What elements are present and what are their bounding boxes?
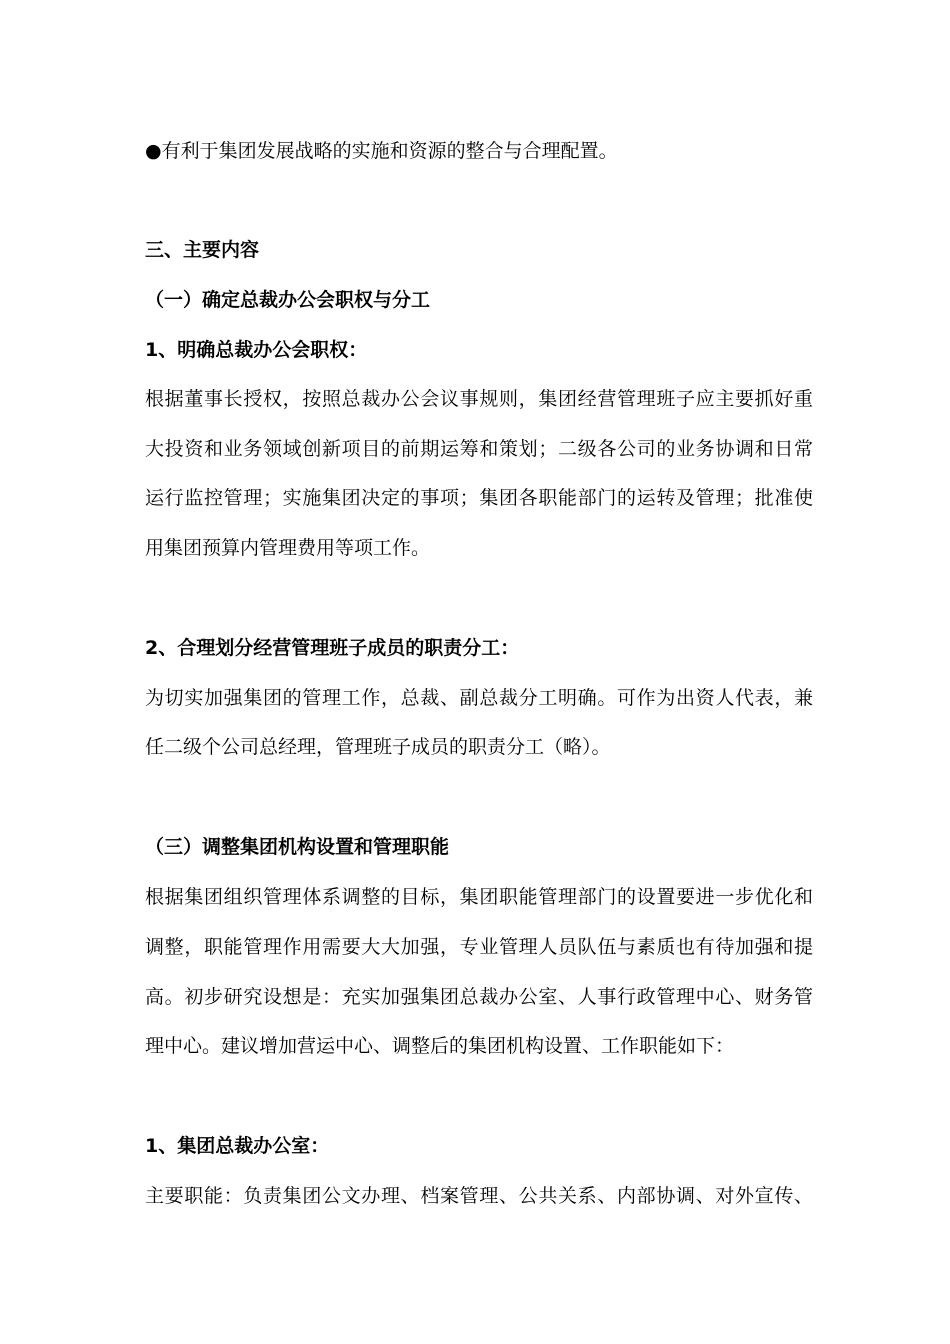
subsection-heading-3: （三）调整集团机构设置和管理职能 xyxy=(145,836,450,858)
paragraph-line: 调整，职能管理作用需要大大加强，专业管理人员队伍与素质也有待加强和提 xyxy=(145,936,813,958)
office-heading: 1、集团总裁办公室： xyxy=(145,1135,330,1157)
paragraph-line: 大投资和业务领域创新项目的前期运筹和策划；二级各公司的业务协调和日常 xyxy=(145,438,813,460)
section-heading-main-content: 三、主要内容 xyxy=(145,239,260,261)
paragraph-line: 用集团预算内管理费用等项工作。 xyxy=(145,537,431,559)
paragraph-line: 根据董事长授权，按照总裁办公会议事规则，集团经营管理班子应主要抓好重 xyxy=(145,388,813,410)
paragraph-line: 理中心。建议增加营运中心、调整后的集团机构设置、工作职能如下： xyxy=(145,1035,735,1057)
bullet-line: ●有利于集团发展战略的实施和资源的整合与合理配置。 xyxy=(145,140,618,162)
item-heading-2: 2、合理划分经营管理班子成员的职责分工： xyxy=(145,637,520,659)
paragraph-line: 运行监控管理；实施集团决定的事项；集团各职能部门的运转及管理；批准使 xyxy=(145,487,813,509)
paragraph-line: 高。初步研究设想是：充实加强集团总裁办公室、人事行政管理中心、财务管 xyxy=(145,986,813,1008)
paragraph-line: 任二级个公司总经理，管理班子成员的职责分工（略）。 xyxy=(145,736,611,758)
item-heading-1: 1、明确总裁办公会职权： xyxy=(145,339,368,361)
paragraph-line: 主要职能：负责集团公文办理、档案管理、公共关系、内部协调、对外宣传、 xyxy=(145,1185,813,1207)
paragraph-line: 根据集团组织管理体系调整的目标，集团职能管理部门的设置要进一步优化和 xyxy=(145,886,813,908)
paragraph-line: 为切实加强集团的管理工作，总裁、副总裁分工明确。可作为出资人代表，兼 xyxy=(145,687,813,709)
subsection-heading-1: （一）确定总裁办公会职权与分工 xyxy=(145,289,431,311)
